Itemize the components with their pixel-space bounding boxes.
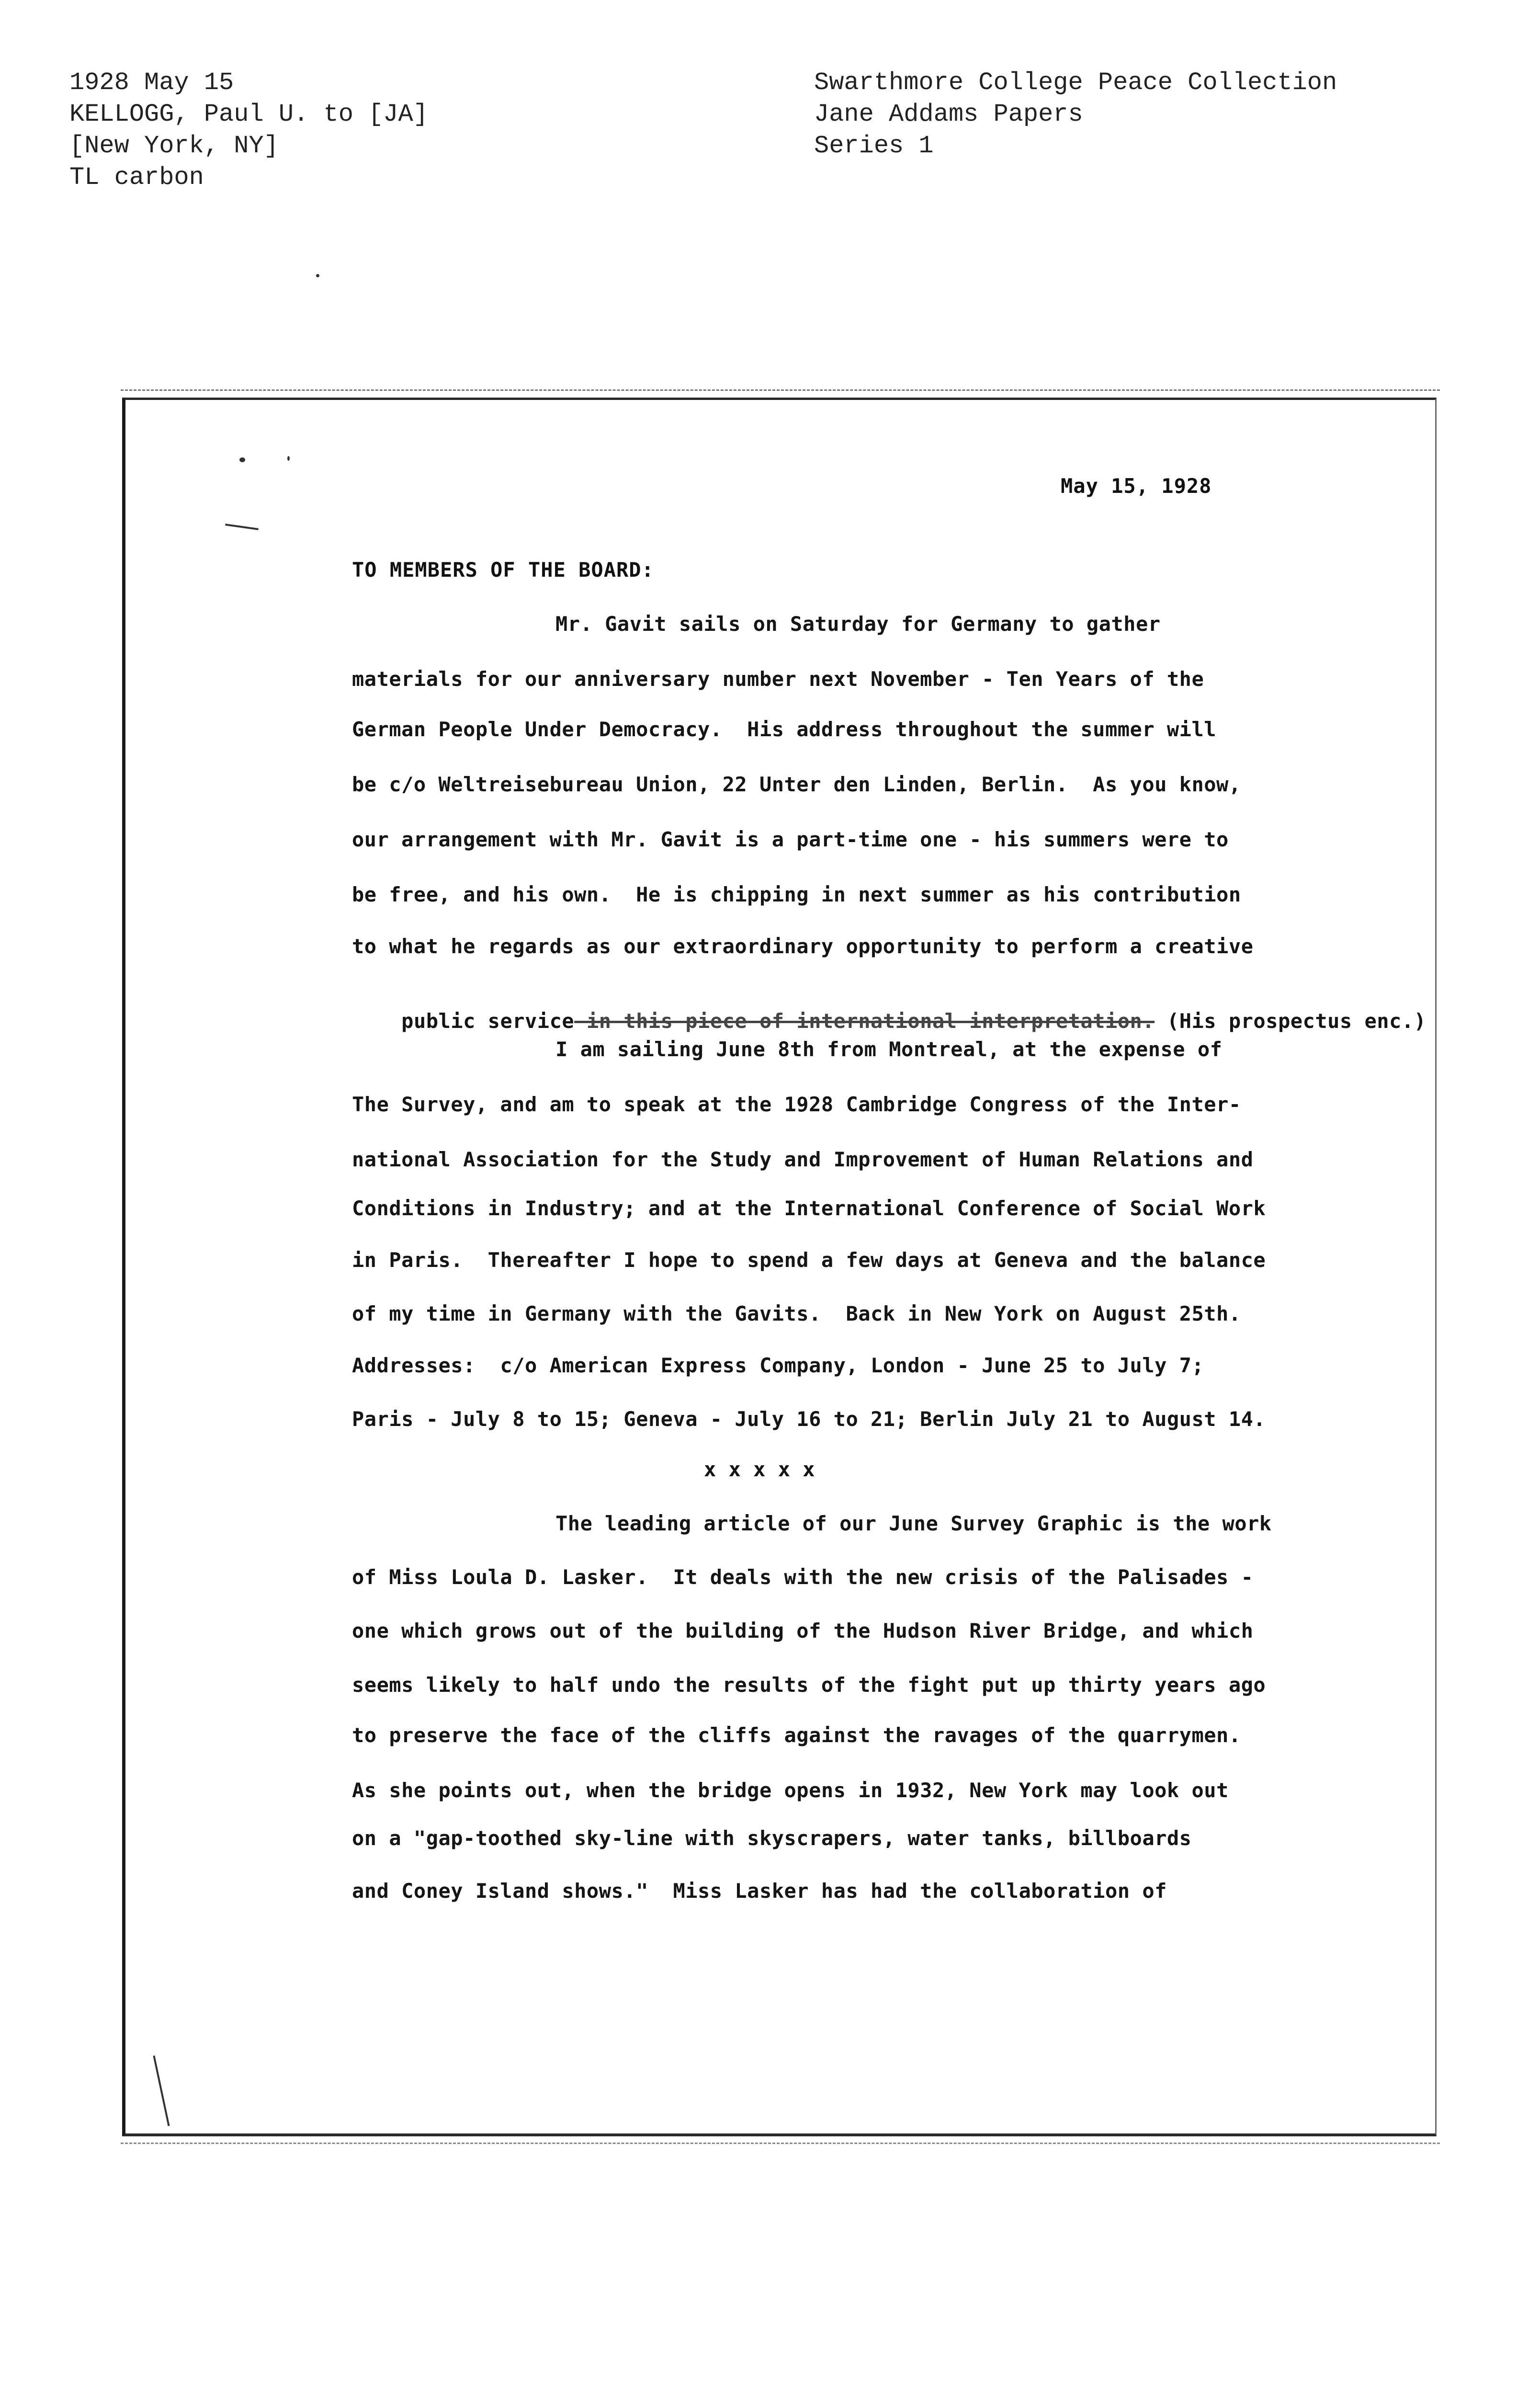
body-line: The Survey, and am to speak at the 1928 Cambridge Congress of the Inter- [352,1093,1241,1116]
body-line: Conditions in Industry; and at the International Conference of Social Work [352,1197,1266,1220]
body-line: materials for our anniversary number next November - Ten Years of the [352,667,1204,691]
header-left-metadata [69,67,428,194]
body-line: national Association for the Study and Improvement of Human Relations and [352,1148,1254,1171]
header-format: TL carbon [69,163,204,192]
body-line: be free, and his own. He is chipping in next summer as his contribution [352,883,1241,906]
body-line: of Miss Loula D. Lasker. It deals with the new crisis of the Palisades - [352,1565,1254,1589]
header-right-collection [814,67,1337,162]
body-line: Paris - July 8 to 15; Geneva - July 16 to 21; Berlin July 21 to August 14. [352,1407,1266,1431]
header-place: [New York, NY] [69,132,279,160]
body-line: our arrangement with Mr. Gavit is a part-time one - his summers were to [352,828,1229,851]
body-line: one which grows out of the building of the Hudson River Bridge, and which [352,1619,1254,1642]
section-divider: x x x x x [704,1458,815,1481]
body-line: to what he regards as our extraordinary opportunity to perform a creative [352,935,1254,958]
body-line: to preserve the face of the cliffs against the ravages of the quarrymen. [352,1723,1241,1747]
scan-speck [316,274,319,277]
enclosure-note: (His prospectus enc.) [1155,1009,1427,1033]
letter-date: May 15, 1928 [1061,474,1212,498]
body-line: in Paris. Thereafter I hope to spend a few days at Geneva and the balance [352,1248,1266,1272]
body-line: seems likely to half undo the results of the fight put up thirty years ago [352,1673,1266,1697]
body-line: The leading article of our June Survey Graphic is the work [555,1512,1272,1535]
body-line: and Coney Island shows." Miss Lasker has had the collaboration of [352,1879,1167,1903]
letter-salutation: TO MEMBERS OF THE BOARD: [352,558,654,582]
body-line-start: public service [401,1009,575,1033]
body-line: As she points out, when the bridge opens in 1932, New York may look out [352,1779,1229,1802]
struck-out-text: in this piece of international interpretation. [574,1009,1155,1033]
header-correspondents: KELLOGG, Paul U. to [JA] [69,100,428,128]
header-collection: Swarthmore College Peace Collection [814,68,1337,97]
body-line: be c/o Weltreisebureau Union, 22 Unter den Linden, Berlin. As you know, [352,773,1241,796]
header-series: Series 1 [814,132,934,160]
body-line: on a "gap-toothed sky-line with skyscrapers, water tanks, billboards [352,1826,1192,1850]
header-date: 1928 May 15 [69,68,234,97]
body-line: I am sailing June 8th from Montreal, at the expense of [555,1038,1223,1061]
body-line: Addresses: c/o American Express Company, London - June 25 to July 7; [352,1354,1204,1377]
body-line: German People Under Democracy. His address throughout the summer will [352,718,1217,741]
body-line: of my time in Germany with the Gavits. Back in New York on August 25th. [352,1302,1241,1325]
header-papers: Jane Addams Papers [814,100,1083,128]
body-line: Mr. Gavit sails on Saturday for Germany to gather [555,612,1161,636]
